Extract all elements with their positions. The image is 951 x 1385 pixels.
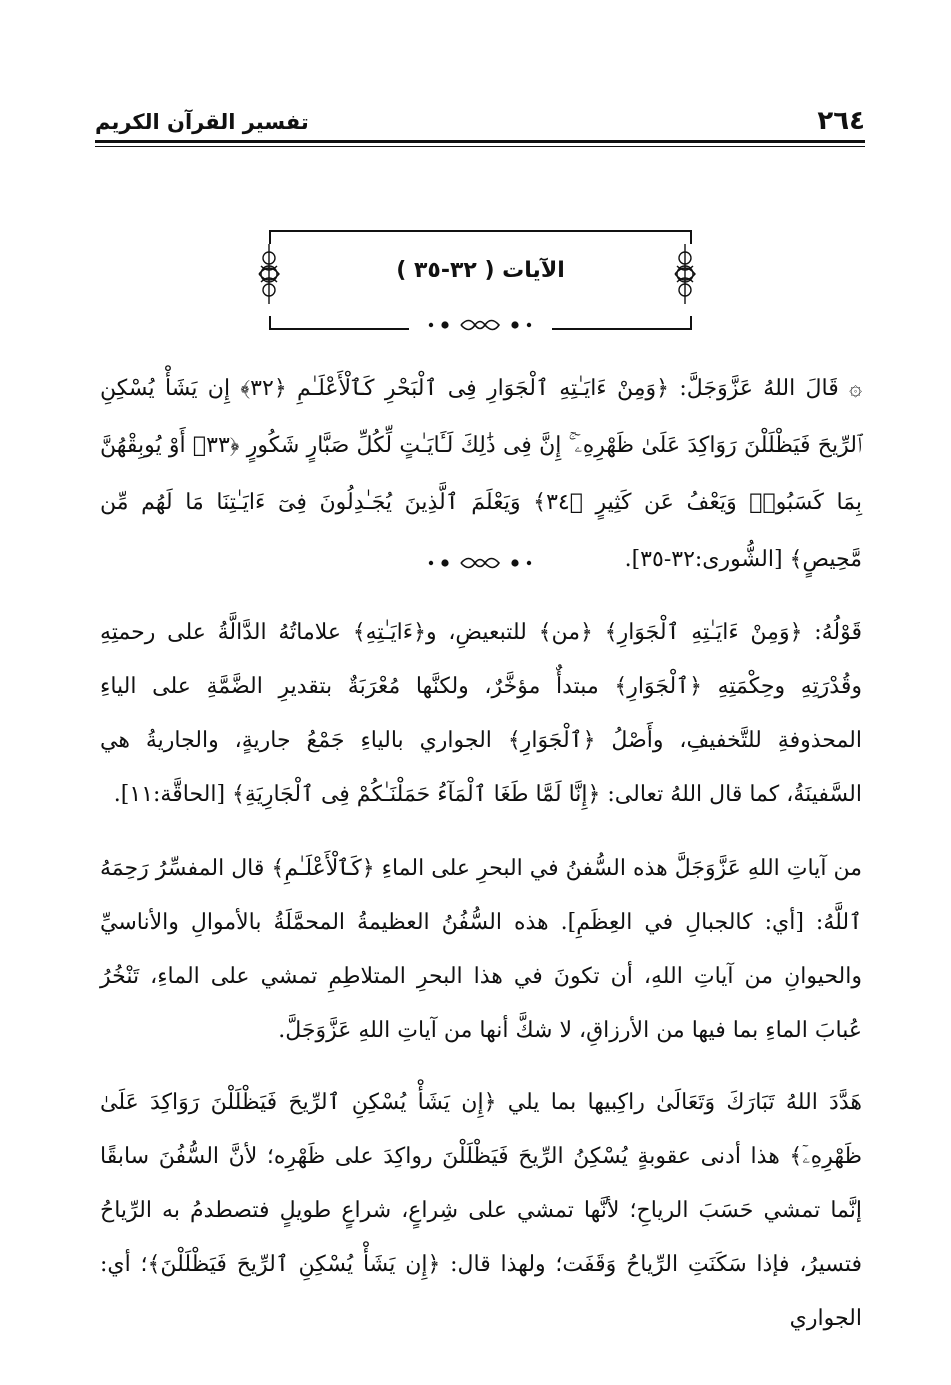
page-number: ٢٦٤ — [817, 106, 865, 136]
frame-line — [552, 328, 692, 330]
header-rule-thin — [95, 146, 865, 147]
knot-ornament-icon — [256, 244, 282, 304]
section-divider-ornament — [425, 315, 535, 335]
frame-line — [269, 230, 692, 232]
verse-divider-ornament — [425, 553, 535, 573]
running-header — [95, 106, 865, 140]
commentary-paragraph: قَوْلُهُ: ﴿وَمِنْ ءَايَـٰتِهِ ٱلْجَوَارِ﴾ ﴿من﴾ للتبعيضِ، و﴿ءَايَـٰتِهِ﴾ علاماتُهُ الدَّالَّةُ على رحمتِهِ وقُدْرَتِهِ وحِكْمَتِهِ ﴿ٱلْجَوَارِ﴾ مبتدأٌ مؤخَّرٌ، ولكنَّها مُعْرَبَةٌ بتقديرِ الضَّمَّةِ على الياءِ المحذوفةِ للتَّخفيفِ، وأَصْلُ ﴿ٱلْجَوَارِ﴾ الجواري بالياءِ جَمْعُ جاريةٍ، والجاريةُ هي السَّفينَةُ، كما قال اللهُ تعالى: ﴿إِنَّا لَمَّا طَغَا ٱلْمَآءُ حَمَلْنَـٰكُمْ فِى ٱلْجَارِيَةِ﴾ [الحاقَّة:١١]. — [100, 620, 862, 807]
section-title: الآيات ( ٣٢-٣٥ ) — [396, 258, 565, 283]
frame-line — [690, 230, 692, 244]
verse-paragraph: ۞ قَالَ اللهُ عَزَّوَجَلَّ: ﴿وَمِنْ ءَايَـٰتِهِ ٱلْجَوَارِ فِى ٱلْبَحْرِ كَٱلْأَعْلَـٰمِ ﴿٣٢﴾ إِن يَشَأْ يُسْكِنِ ٱلرِّيحَ فَيَظْلَلْنَ رَوَاكِدَ عَلَىٰ ظَهْرِهِۦٓ ۚ إِنَّ فِى ذَٰلِكَ لَـَٔايَـٰتٍ لِّكُلِّ صَبَّارٍ شَكُورٍ ﴿٣٣﴾ أَوْ يُوبِقْهُنَّ بِمَا كَسَبُوا۟ وَيَعْفُ عَن كَثِيرٍ ﴿٣٤﴾ وَيَعْلَمَ ٱلَّذِينَ يُجَـٰدِلُونَ فِىٓ ءَايَـٰتِنَا مَا لَهُم مِّن مَّحِيصٍ﴾ [الشُّورى:٣٢-٣٥]. — [100, 376, 863, 572]
knot-ornament-icon — [672, 244, 698, 304]
frame-line — [269, 328, 409, 330]
commentary-paragraph: هَدَّدَ اللهُ تَبَارَكَ وَتَعَالَىٰ راكِبيها بما يلي ﴿إِن يَشَأْ يُسْكِنِ ٱلرِّيحَ فَيَظْلَلْنَ رَوَاكِدَ عَلَىٰ ظَهْرِهِۦٓ﴾ هذا أدنى عقوبةٍ يُسْكِنُ الرِّيحَ فَيَظْلَلْنَ رواكِدَ على ظَهْرِه؛ لأنَّ السُّفُنَ سابقًا إنَّما تمشي حَسَبَ الرياحِ؛ لأنَّها تمشي على شِراعٍ، شراعٍ طويلٍ فتصطدمُ به الرِّياحُ فتسيرُ، فإذا سَكَنَتِ الرِّياحُ وَقَفَت؛ ولهذا قال: ﴿إِن يَشَأْ يُسْكِنِ ٱلرِّيحَ فَيَظْلَلْنَ﴾؛ أي: الجواري — [100, 1090, 862, 1331]
book-title: تفسير القرآن الكريم — [95, 110, 309, 134]
header-rule — [95, 140, 865, 143]
frame-line — [269, 230, 271, 244]
commentary-paragraph: من آياتِ اللهِ عَزَّوَجَلَّ هذه السُّفنُ في البحرِ على الماءِ ﴿كَٱلْأَعْلَـٰمِ﴾ قال المفسِّرُ رَحِمَهُ ٱللَّهُ: [أي: كالجبالِ في العِظَمِ]. هذه السُّفُنُ العظيمةُ المحمَّلَةُ بالأموالِ والأناسيِّ والحيوانِ من آياتِ اللهِ، أن تكونَ في هذا البحرِ المتلاطِمِ تمشي على الماءِ، تَنْخُرُ عُبابَ الماءِ بما فيها من الأرزاقِ، لا شكَّ أنها من آياتِ اللهِ عَزَّوَجَلَّ. — [100, 856, 862, 1043]
